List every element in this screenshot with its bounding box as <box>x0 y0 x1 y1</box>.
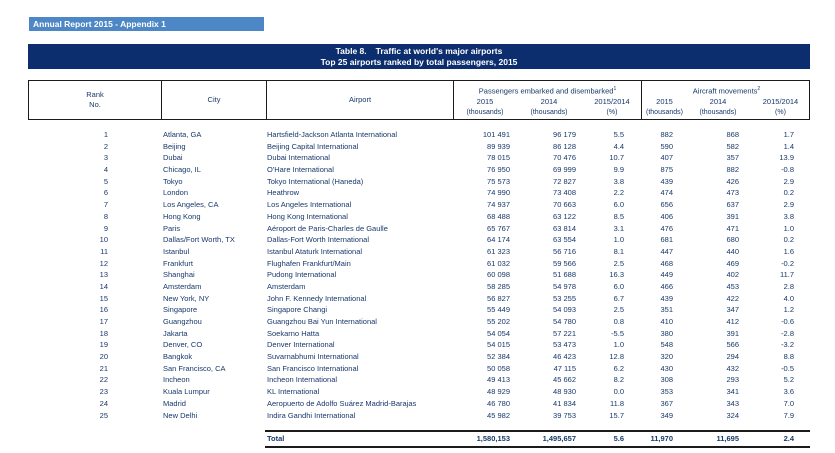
rank-cell: 16 <box>99 305 108 315</box>
mov-change-cell: -0.2 <box>781 258 794 268</box>
table-number: Table 8. <box>335 46 367 56</box>
pax-2014-cell: 54 780 <box>553 317 576 326</box>
mov-2014-cell: 882 <box>726 165 739 175</box>
rank-cell: 5 <box>103 176 108 186</box>
airport-cell: Istanbul Ataturk International <box>267 246 363 256</box>
mov-2014-cell: 426 <box>726 176 739 186</box>
column-group-passengers <box>453 81 641 119</box>
pax-2015-cell: 61 032 <box>487 258 510 268</box>
pax-change-cell: 2.2 <box>613 188 624 198</box>
table-row <box>28 234 810 246</box>
table-row <box>28 351 810 363</box>
city-cell: Bangkok <box>163 352 193 362</box>
rank-cell: 21 <box>99 363 108 373</box>
pax-change-cell: 3.8 <box>613 176 624 186</box>
table-title-bar <box>28 44 810 69</box>
mov-2015-cell: 447 <box>660 246 673 256</box>
pax-2015-cell: 65 767 <box>487 223 510 233</box>
pax-2015-cell: 76 950 <box>487 165 510 175</box>
mov-change-header: 2015/2014 (%) <box>762 97 799 116</box>
table-row <box>28 374 810 386</box>
table-row <box>28 164 810 176</box>
city-cell: Kuala Lumpur <box>163 387 210 397</box>
pax-change-cell: 1.0 <box>613 340 624 350</box>
pax-change-cell: 6.2 <box>613 363 624 373</box>
rank-cell: 6 <box>103 188 108 198</box>
pax-2014-cell: 56 716 <box>553 246 576 256</box>
pax-change-cell: 2.5 <box>613 258 624 268</box>
rank-cell: 11 <box>100 246 108 256</box>
pax-2015-cell: 74 937 <box>487 200 510 210</box>
table-title-line <box>28 46 810 57</box>
mov-change-cell: 2.8 <box>783 281 794 291</box>
pax-2014-cell: 63 814 <box>553 223 576 233</box>
total-spacer <box>28 430 265 448</box>
total-mov-2015: 11,970 <box>650 434 673 444</box>
mov-2014-header: 2014 (thousands) <box>699 97 737 116</box>
city-cell: Frankfurt <box>163 258 194 268</box>
mov-change-cell: -0.6 <box>781 317 794 326</box>
mov-2014-cell: 293 <box>726 375 739 385</box>
mov-2014-cell: 422 <box>726 293 739 303</box>
mov-2014-cell: 402 <box>726 270 739 280</box>
city-cell: Dallas/Fort Worth, TX <box>163 235 235 245</box>
airport-cell: John F. Kennedy International <box>267 293 367 303</box>
pax-2015-cell: 61 323 <box>487 246 510 256</box>
mov-2014-cell: 324 <box>726 410 739 420</box>
pax-change-cell: 9.9 <box>613 165 624 175</box>
table-subtitle: Top 25 airports ranked by total passengers, 2015 <box>320 56 518 67</box>
mov-2014-cell: 582 <box>726 141 739 151</box>
column-group-movements <box>641 81 811 119</box>
mov-2015-cell: 439 <box>660 293 673 303</box>
mov-2015-cell: 681 <box>660 235 673 245</box>
table-row <box>28 199 810 211</box>
city-cell: Dubai <box>163 153 183 163</box>
mov-2014-cell: 347 <box>726 305 739 315</box>
pax-2015-cell: 54 054 <box>487 328 510 338</box>
pax-change-cell: 8.2 <box>613 375 624 385</box>
city-cell: Atlanta, GA <box>163 130 202 139</box>
pax-change-cell: 6.0 <box>613 200 624 210</box>
airport-cell: Hong Kong International <box>267 211 348 221</box>
airport-cell: KL International <box>267 387 320 397</box>
airport-cell: Los Angeles International <box>267 200 352 210</box>
pax-2015-cell: 68 488 <box>487 211 510 221</box>
city-cell: Beijing <box>163 141 186 151</box>
airport-cell: Dubai International <box>267 153 330 163</box>
airport-cell: Aeropuerto de Adolfo Suárez Madrid-Barajas <box>267 398 417 408</box>
airport-cell: Guangzhou Bai Yun International <box>267 317 377 326</box>
pax-change-cell: 3.1 <box>613 223 624 233</box>
pax-2015-cell: 49 413 <box>487 375 510 385</box>
mov-change-cell: -3.2 <box>781 340 794 350</box>
mov-2014-cell: 473 <box>726 188 739 198</box>
pax-change-cell: 15.7 <box>609 410 624 420</box>
pax-change-cell: 8.5 <box>613 211 624 221</box>
pax-2014-cell: 53 473 <box>553 340 576 350</box>
rank-cell: 23 <box>99 387 108 397</box>
mov-2014-cell: 680 <box>726 235 739 245</box>
mov-change-cell: 1.2 <box>783 305 794 315</box>
city-cell: Hong Kong <box>163 211 201 221</box>
total-row <box>28 430 810 448</box>
pax-2014-cell: 59 566 <box>553 258 576 268</box>
mov-change-cell: 11.7 <box>779 270 794 280</box>
pax-change-cell: 5.5 <box>613 130 624 139</box>
total-pax-2014: 1,495,657 <box>542 434 576 444</box>
pax-2014-cell: 47 115 <box>553 363 576 373</box>
mov-2014-cell: 440 <box>726 246 739 256</box>
pax-2014-cell: 54 093 <box>553 305 576 315</box>
rank-header-line2: No. <box>89 100 101 109</box>
pax-2015-cell: 52 384 <box>487 352 510 362</box>
city-cell: Shanghai <box>163 270 195 280</box>
total-pax-change: 5.6 <box>613 434 624 444</box>
airport-cell: San Francisco International <box>267 363 359 373</box>
pax-change-cell: 8.1 <box>613 246 624 256</box>
rank-cell: 9 <box>103 223 108 233</box>
table-row <box>28 328 810 340</box>
mov-2014-cell: 453 <box>726 281 739 291</box>
pax-change-cell: 1.0 <box>613 235 624 245</box>
table-row <box>28 386 810 398</box>
mov-2015-cell: 875 <box>660 165 673 175</box>
table-header <box>28 80 810 120</box>
table-row <box>28 129 810 141</box>
pax-2014-cell: 39 753 <box>553 410 576 420</box>
pax-2014-cell: 48 930 <box>553 387 576 397</box>
pax-change-cell: -5.5 <box>611 328 624 338</box>
rank-cell: 8 <box>103 211 108 221</box>
mov-2014-cell: 637 <box>726 200 739 210</box>
pax-2015-cell: 54 015 <box>487 340 510 350</box>
table-row <box>28 304 810 316</box>
city-cell: Jakarta <box>163 328 188 338</box>
mov-2015-cell: 468 <box>660 258 673 268</box>
mov-2014-cell: 391 <box>726 211 739 221</box>
rank-cell: 19 <box>99 340 108 350</box>
table-row <box>28 187 810 199</box>
mov-change-cell: 8.8 <box>783 352 794 362</box>
mov-2015-cell: 407 <box>660 153 673 163</box>
pax-2014-cell: 45 662 <box>553 375 576 385</box>
movements-subcolumns <box>642 96 811 119</box>
table-body <box>28 129 810 421</box>
pax-2014-cell: 51 688 <box>553 270 576 280</box>
passengers-group-text: Passengers embarked and disembarked <box>478 86 614 96</box>
movements-group-text: Aircraft movements <box>692 86 758 96</box>
rank-cell: 20 <box>99 352 108 362</box>
total-pax-2015: 1,580,153 <box>476 434 510 444</box>
table-row <box>28 316 810 328</box>
movements-footnote-marker: 2 <box>757 86 761 92</box>
mov-change-cell: 1.4 <box>783 141 794 151</box>
mov-change-cell: 1.6 <box>783 246 794 256</box>
mov-2014-cell: 469 <box>726 258 739 268</box>
pax-change-cell: 10.7 <box>609 153 624 163</box>
pax-2014-header: 2014 (thousands) <box>530 97 568 116</box>
table-row <box>28 410 810 422</box>
table-row <box>28 141 810 153</box>
mov-2015-cell: 466 <box>660 281 673 291</box>
table-row <box>28 398 810 410</box>
rank-cell: 14 <box>99 281 108 291</box>
pax-2015-cell: 89 939 <box>487 141 510 151</box>
pax-2015-header: 2015 (thousands) <box>466 97 504 116</box>
city-cell: Denver, CO <box>163 340 203 350</box>
pax-change-cell: 4.4 <box>613 141 624 151</box>
airport-cell: Incheon International <box>267 375 338 385</box>
table-row <box>28 339 810 351</box>
rank-cell: 12 <box>99 258 108 268</box>
pax-change-cell: 12.8 <box>609 352 624 362</box>
airport-cell: Heathrow <box>267 188 300 198</box>
city-cell: Guangzhou <box>163 317 202 326</box>
pax-2015-cell: 48 929 <box>487 387 510 397</box>
mov-2015-cell: 380 <box>660 328 673 338</box>
mov-change-cell: -0.8 <box>781 165 794 175</box>
pax-change-cell: 6.0 <box>613 281 624 291</box>
mov-change-cell: 1.0 <box>783 223 794 233</box>
pax-2015-cell: 58 285 <box>487 281 510 291</box>
table-row <box>28 152 810 164</box>
pax-2014-cell: 86 128 <box>553 141 576 151</box>
pax-change-cell: 16.3 <box>609 270 624 280</box>
table-title: Traffic at world's major airports <box>375 46 503 56</box>
city-cell: San Francisco, CA <box>163 363 226 373</box>
mov-2015-cell: 349 <box>660 410 673 420</box>
mov-change-cell: 2.9 <box>783 200 794 210</box>
total-label: Total <box>267 434 285 444</box>
pax-2015-cell: 101 491 <box>482 130 510 139</box>
app-bar <box>29 17 264 31</box>
city-cell: Tokyo <box>163 176 183 186</box>
airport-cell: O'Hare International <box>267 165 334 175</box>
mov-2014-cell: 294 <box>726 352 739 362</box>
pax-2015-cell: 78 015 <box>487 153 510 163</box>
airport-cell: Pudong International <box>267 270 337 280</box>
pax-2014-cell: 96 179 <box>553 130 576 139</box>
passengers-subcolumns <box>454 96 641 119</box>
table-row <box>28 176 810 188</box>
city-cell: Singapore <box>163 305 198 315</box>
mov-change-cell: 3.6 <box>783 387 794 397</box>
city-cell: Istanbul <box>163 246 190 256</box>
pax-change-cell: 0.0 <box>613 387 624 397</box>
pax-change-cell: 11.8 <box>609 398 624 408</box>
pax-2015-cell: 50 058 <box>487 363 510 373</box>
pax-2015-cell: 45 982 <box>487 410 510 420</box>
pax-change-cell: 6.7 <box>613 293 624 303</box>
table-row <box>28 363 810 375</box>
mov-2015-cell: 882 <box>660 130 673 139</box>
mov-change-cell: 0.2 <box>783 235 794 245</box>
pax-2015-cell: 75 573 <box>487 176 510 186</box>
pax-2015-cell: 64 174 <box>487 235 510 245</box>
city-cell: Amsterdam <box>163 281 202 291</box>
city-cell: London <box>163 188 189 198</box>
rank-cell: 22 <box>99 375 108 385</box>
mov-2015-cell: 353 <box>660 387 673 397</box>
rank-cell: 3 <box>103 153 108 163</box>
mov-change-cell: 0.2 <box>783 188 794 198</box>
rank-cell: 17 <box>99 317 108 326</box>
airport-cell: Hartsfield-Jackson Atlanta International <box>267 130 398 139</box>
table-row <box>28 269 810 281</box>
mov-2015-cell: 430 <box>660 363 673 373</box>
table-row <box>28 246 810 258</box>
mov-2015-cell: 410 <box>660 317 673 326</box>
pax-2015-cell: 46 780 <box>487 398 510 408</box>
rank-cell: 1 <box>103 130 108 139</box>
airport-cell: Soekarno Hatta <box>267 328 320 338</box>
table-row <box>28 293 810 305</box>
pax-2015-cell: 60 098 <box>487 270 510 280</box>
mov-2015-cell: 320 <box>660 352 673 362</box>
pax-2014-cell: 54 978 <box>553 281 576 291</box>
pax-2014-cell: 73 408 <box>553 188 576 198</box>
rank-cell: 10 <box>99 235 108 245</box>
mov-2014-cell: 868 <box>726 130 739 139</box>
mov-2015-cell: 439 <box>660 176 673 186</box>
mov-change-cell: 4.0 <box>783 293 794 303</box>
pax-change-header: 2015/2014 (%) <box>594 97 630 116</box>
mov-change-cell: 1.7 <box>783 130 794 139</box>
city-cell: Chicago, IL <box>163 165 201 175</box>
airport-cell: Aéroport de Paris-Charles de Gaulle <box>267 223 388 233</box>
pax-2015-cell: 55 202 <box>487 317 510 326</box>
table-row <box>28 258 810 270</box>
pax-2014-cell: 46 423 <box>553 352 576 362</box>
city-cell: Los Angeles, CA <box>163 200 219 210</box>
mov-change-cell: -0.5 <box>781 363 794 373</box>
mov-change-cell: 7.9 <box>783 410 794 420</box>
rank-cell: 13 <box>99 270 108 280</box>
rank-cell: 15 <box>99 293 108 303</box>
table-row <box>28 281 810 293</box>
rank-header-line1: Rank <box>86 90 104 99</box>
passengers-group-label <box>454 81 641 96</box>
pax-2014-cell: 41 834 <box>553 398 576 408</box>
mov-2015-cell: 474 <box>660 188 673 198</box>
total-values <box>265 430 810 448</box>
rank-cell: 4 <box>103 165 108 175</box>
pax-2015-cell: 74 990 <box>487 188 510 198</box>
movements-group-label <box>642 81 811 96</box>
rank-cell: 2 <box>103 141 108 151</box>
mov-2015-cell: 367 <box>660 398 673 408</box>
pax-2015-cell: 56 827 <box>487 293 510 303</box>
pax-2014-cell: 63 554 <box>553 235 576 245</box>
mov-2015-cell: 406 <box>660 211 673 221</box>
mov-2015-cell: 476 <box>660 223 673 233</box>
pax-2014-cell: 57 221 <box>553 328 576 338</box>
mov-2014-cell: 566 <box>726 340 739 350</box>
city-cell: Paris <box>163 223 181 233</box>
pax-2015-cell: 55 449 <box>487 305 510 315</box>
city-cell: New York, NY <box>163 293 210 303</box>
city-cell: New Delhi <box>163 410 198 420</box>
mov-2015-cell: 590 <box>660 141 673 151</box>
pax-2014-cell: 72 827 <box>553 176 576 186</box>
rank-cell: 7 <box>103 200 108 210</box>
pax-2014-cell: 70 663 <box>553 200 576 210</box>
total-mov-change: 2.4 <box>783 434 794 444</box>
mov-2015-cell: 656 <box>660 200 673 210</box>
mov-2014-cell: 391 <box>726 328 739 338</box>
airport-cell: Suvarnabhumi International <box>267 352 359 362</box>
app-bar-label: Annual Report 2015 - Appendix 1 <box>33 19 166 29</box>
airport-cell: Amsterdam <box>267 281 306 291</box>
airport-cell: Indira Gandhi International <box>267 410 356 420</box>
rank-cell: 18 <box>99 328 108 338</box>
mov-change-cell: -2.8 <box>781 328 794 338</box>
rank-cell: 25 <box>99 410 108 420</box>
mov-change-cell: 5.2 <box>783 375 794 385</box>
mov-2014-cell: 471 <box>726 223 739 233</box>
mov-2015-header: 2015 (thousands) <box>646 97 683 116</box>
mov-change-cell: 2.9 <box>783 176 794 186</box>
city-cell: Madrid <box>163 398 186 408</box>
mov-change-cell: 13.9 <box>779 153 794 163</box>
pax-change-cell: 0.8 <box>613 317 624 326</box>
mov-2014-cell: 412 <box>726 317 739 326</box>
airport-cell: Denver International <box>267 340 335 350</box>
column-header-rank <box>29 81 161 119</box>
mov-change-cell: 7.0 <box>783 398 794 408</box>
airport-cell: Singapore Changi <box>267 305 328 315</box>
airport-cell: Flughafen Frankfurt/Main <box>267 258 351 268</box>
mov-2015-cell: 548 <box>660 340 673 350</box>
airport-cell: Tokyo International (Haneda) <box>267 176 364 186</box>
pax-2014-cell: 53 255 <box>553 293 576 303</box>
mov-2014-cell: 357 <box>726 153 739 163</box>
mov-2015-cell: 449 <box>660 270 673 280</box>
pax-change-cell: 2.5 <box>613 305 624 315</box>
mov-2014-cell: 432 <box>726 363 739 373</box>
mov-2014-cell: 343 <box>726 398 739 408</box>
pax-2014-cell: 63 122 <box>553 211 576 221</box>
airport-cell: Beijing Capital International <box>267 141 359 151</box>
city-cell: Incheon <box>163 375 190 385</box>
mov-2014-cell: 341 <box>726 387 739 397</box>
rank-cell: 24 <box>99 398 108 408</box>
column-header-airport: Airport <box>266 81 453 119</box>
passengers-footnote-marker: 1 <box>613 86 617 92</box>
column-header-city: City <box>161 81 266 119</box>
pax-2014-cell: 69 999 <box>553 165 576 175</box>
traffic-table <box>28 80 810 448</box>
mov-2015-cell: 308 <box>660 375 673 385</box>
mov-2015-cell: 351 <box>660 305 673 315</box>
table-row <box>28 211 810 223</box>
table-row <box>28 223 810 235</box>
pax-2014-cell: 70 476 <box>553 153 576 163</box>
total-mov-2014: 11,695 <box>716 434 739 444</box>
mov-change-cell: 3.8 <box>783 211 794 221</box>
airport-cell: Dallas-Fort Worth International <box>267 235 369 245</box>
